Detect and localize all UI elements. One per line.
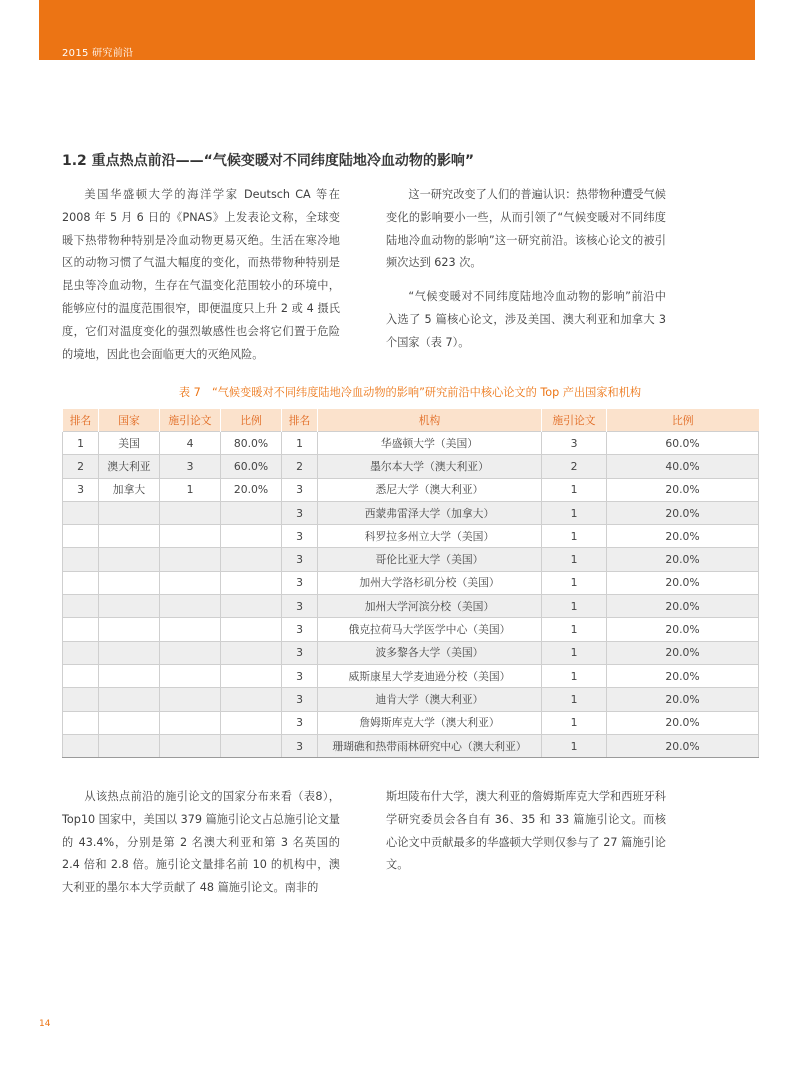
table-cell	[160, 688, 221, 711]
table-cell	[63, 525, 99, 548]
body-paragraph: 从该热点前沿的施引论文的国家分布来看（表8），Top10 国家中，美国以 379 篇施引论文占总施引论文量的 43.4%，分别是第 2 名澳大利亚和第 3 名英国的 2.4 倍和 2.8 倍。施引论文量排名前 10 的机构中，澳大利亚的墨尔本大学贡献了 48 篇施引论文。南非的	[62, 790, 340, 895]
table-row	[63, 501, 759, 524]
table-cell: 3	[282, 711, 318, 734]
table-cell: 1	[542, 711, 607, 734]
table-cell: 20.0%	[607, 525, 759, 548]
table-cell: 20.0%	[221, 478, 282, 501]
table-cell	[221, 734, 282, 757]
table-cell: 1	[542, 688, 607, 711]
table-cell: 西蒙弗雷泽大学（加拿大）	[318, 501, 542, 524]
table-header-row	[63, 409, 759, 432]
table-cell: 20.0%	[607, 664, 759, 687]
table-cell: 墨尔本大学（澳大利亚）	[318, 455, 542, 478]
table-cell: 2	[542, 455, 607, 478]
table-row	[63, 711, 759, 734]
table-cell: 20.0%	[607, 571, 759, 594]
table-cell: 科罗拉多州立大学（美国）	[318, 525, 542, 548]
table-row	[63, 525, 759, 548]
table-cell	[63, 641, 99, 664]
table-cell: 80.0%	[221, 432, 282, 455]
table-cell	[63, 734, 99, 757]
table-cell: 4	[160, 432, 221, 455]
table-cell: 3	[542, 432, 607, 455]
table-cell	[221, 664, 282, 687]
column-header: 排名	[282, 409, 318, 432]
table-cell	[221, 595, 282, 618]
table-cell: 3	[160, 455, 221, 478]
table-cell: 40.0%	[607, 455, 759, 478]
table-cell	[63, 501, 99, 524]
table-cell: 60.0%	[221, 455, 282, 478]
table-cell: 3	[282, 664, 318, 687]
page-number: 14	[39, 1019, 51, 1029]
table-cell: 20.0%	[607, 501, 759, 524]
table-cell: 俄克拉荷马大学医学中心（美国）	[318, 618, 542, 641]
intro-paragraph: 这一研究改变了人们的普遍认识：热带物种遭受气候变化的影响要小一些，从而引领了“气候变暖对不同纬度陆地冷血动物的影响”这一研究前沿。该核心论文的被引频次达到 623 次。	[386, 188, 666, 270]
table-cell	[221, 688, 282, 711]
table-cell: 3	[282, 618, 318, 641]
table-cell	[99, 641, 160, 664]
table-cell: 悉尼大学（澳大利亚）	[318, 478, 542, 501]
table-row	[63, 734, 759, 757]
table-cell: 3	[282, 525, 318, 548]
table-cell: 1	[542, 571, 607, 594]
table-cell: 詹姆斯库克大学（澳大利亚）	[318, 711, 542, 734]
table-cell: 1	[282, 432, 318, 455]
intro-paragraph: “气候变暖对不同纬度陆地冷血动物的影响”前沿中入选了 5 篇核心论文，涉及美国、澳大利亚和加拿大 3 个国家（表 7）。	[386, 290, 666, 349]
table-cell: 2	[63, 455, 99, 478]
column-header: 排名	[63, 409, 99, 432]
table-cell	[63, 595, 99, 618]
table-cell	[221, 711, 282, 734]
table-cell: 哥伦比亚大学（美国）	[318, 548, 542, 571]
table-cell	[221, 618, 282, 641]
section-title: 1.2 重点热点前沿——“气候变暖对不同纬度陆地冷血动物的影响”	[62, 153, 475, 169]
table-cell	[160, 711, 221, 734]
table-cell: 20.0%	[607, 641, 759, 664]
table-cell: 1	[542, 501, 607, 524]
table-cell: 1	[160, 478, 221, 501]
table-row	[63, 478, 759, 501]
table-cell	[160, 641, 221, 664]
table-cell: 1	[542, 478, 607, 501]
body-right-column	[386, 786, 666, 877]
table-cell	[160, 664, 221, 687]
table-cell	[99, 595, 160, 618]
table-cell: 60.0%	[607, 432, 759, 455]
table-cell: 2	[282, 455, 318, 478]
table-cell	[221, 548, 282, 571]
table-row	[63, 688, 759, 711]
core-papers-table	[62, 409, 759, 758]
intro-paragraph: 美国华盛顿大学的海洋学家 Deutsch CA 等在 2008 年 5 月 6 日的《PNAS》上发表论文称，全球变暖下热带物种特别是冷血动物更易灭绝。生活在寒冷地区的动物习惯了气温大幅度的变化，而热带物种特别是昆虫等冷血动物，生存在气温变化范围较小的环境中，能够应付的温度范围很窄，即便温度只上升 2 或 4 摄氏度，它们对温度变化的强烈敏感性也会将它们置于危险的境地，因此也会面临更大的灭绝风险。	[62, 188, 340, 361]
table-cell	[160, 501, 221, 524]
table-cell: 1	[542, 595, 607, 618]
table-row	[63, 432, 759, 455]
table-cell	[221, 525, 282, 548]
table-cell: 1	[542, 664, 607, 687]
table-cell	[63, 711, 99, 734]
body-left-column	[62, 786, 340, 900]
table-row	[63, 641, 759, 664]
table-cell	[221, 571, 282, 594]
table-cell	[99, 525, 160, 548]
column-header: 施引论文	[160, 409, 221, 432]
column-header: 国家	[99, 409, 160, 432]
table-row	[63, 548, 759, 571]
table-cell	[160, 571, 221, 594]
table-cell: 1	[542, 734, 607, 757]
table-cell	[63, 688, 99, 711]
table-cell: 3	[282, 688, 318, 711]
table-cell: 威斯康星大学麦迪逊分校（美国）	[318, 664, 542, 687]
table-cell: 1	[542, 525, 607, 548]
table-cell: 1	[542, 618, 607, 641]
running-header: 2015 研究前沿	[62, 48, 134, 59]
table-cell	[99, 571, 160, 594]
table-cell: 华盛顿大学（美国）	[318, 432, 542, 455]
table-cell: 3	[282, 548, 318, 571]
table-body	[63, 432, 759, 758]
table-cell: 加州大学河滨分校（美国）	[318, 595, 542, 618]
table-cell: 3	[282, 571, 318, 594]
table-cell	[99, 664, 160, 687]
table-cell: 20.0%	[607, 688, 759, 711]
table-cell	[160, 618, 221, 641]
table-cell	[160, 734, 221, 757]
table-cell: 3	[282, 734, 318, 757]
table-cell	[99, 618, 160, 641]
table-cell: 3	[282, 478, 318, 501]
table-cell: 美国	[99, 432, 160, 455]
table-cell: 珊瑚礁和热带雨林研究中心（澳大利亚）	[318, 734, 542, 757]
table-row	[63, 571, 759, 594]
table-cell: 波多黎各大学（美国）	[318, 641, 542, 664]
intro-left-column	[62, 184, 340, 366]
table-cell	[99, 711, 160, 734]
table-cell: 3	[282, 641, 318, 664]
table-cell	[63, 618, 99, 641]
table-cell: 澳大利亚	[99, 455, 160, 478]
table-cell: 3	[63, 478, 99, 501]
table-row	[63, 595, 759, 618]
table-cell: 20.0%	[607, 548, 759, 571]
table-cell: 20.0%	[607, 478, 759, 501]
table-row	[63, 455, 759, 478]
table-cell	[99, 548, 160, 571]
table-cell: 20.0%	[607, 711, 759, 734]
table-cell	[99, 688, 160, 711]
table-cell: 1	[542, 641, 607, 664]
table-cell	[99, 734, 160, 757]
table-cell: 3	[282, 595, 318, 618]
table-cell: 1	[542, 548, 607, 571]
table-cell: 20.0%	[607, 734, 759, 757]
column-header: 比例	[221, 409, 282, 432]
table-cell	[221, 641, 282, 664]
header-band	[39, 0, 755, 60]
table-cell: 加拿大	[99, 478, 160, 501]
table-cell: 迪肯大学（澳大利亚）	[318, 688, 542, 711]
table-cell: 20.0%	[607, 595, 759, 618]
table-cell: 加州大学洛杉矶分校（美国）	[318, 571, 542, 594]
table-cell	[160, 595, 221, 618]
table-cell: 20.0%	[607, 618, 759, 641]
table-row	[63, 618, 759, 641]
table-cell: 1	[63, 432, 99, 455]
body-paragraph: 斯坦陵布什大学，澳大利亚的詹姆斯库克大学和西班牙科学研究委员会各自有 36、35 和 33 篇施引论文。而核心论文中贡献最多的华盛顿大学则仅参与了 27 篇施引论文。	[386, 790, 666, 872]
table-cell	[63, 571, 99, 594]
table-cell	[63, 548, 99, 571]
table-cell	[160, 548, 221, 571]
column-header: 比例	[607, 409, 759, 432]
table-caption: 表 7 “气候变暖对不同纬度陆地冷血动物的影响”研究前沿中核心论文的 Top 产出国家和机构	[178, 386, 642, 399]
table-cell: 3	[282, 501, 318, 524]
table-row	[63, 664, 759, 687]
table-cell	[160, 525, 221, 548]
table-cell	[221, 501, 282, 524]
column-header: 施引论文	[542, 409, 607, 432]
table-cell	[99, 501, 160, 524]
intro-right-column	[386, 184, 666, 355]
table-cell	[63, 664, 99, 687]
column-header: 机构	[318, 409, 542, 432]
